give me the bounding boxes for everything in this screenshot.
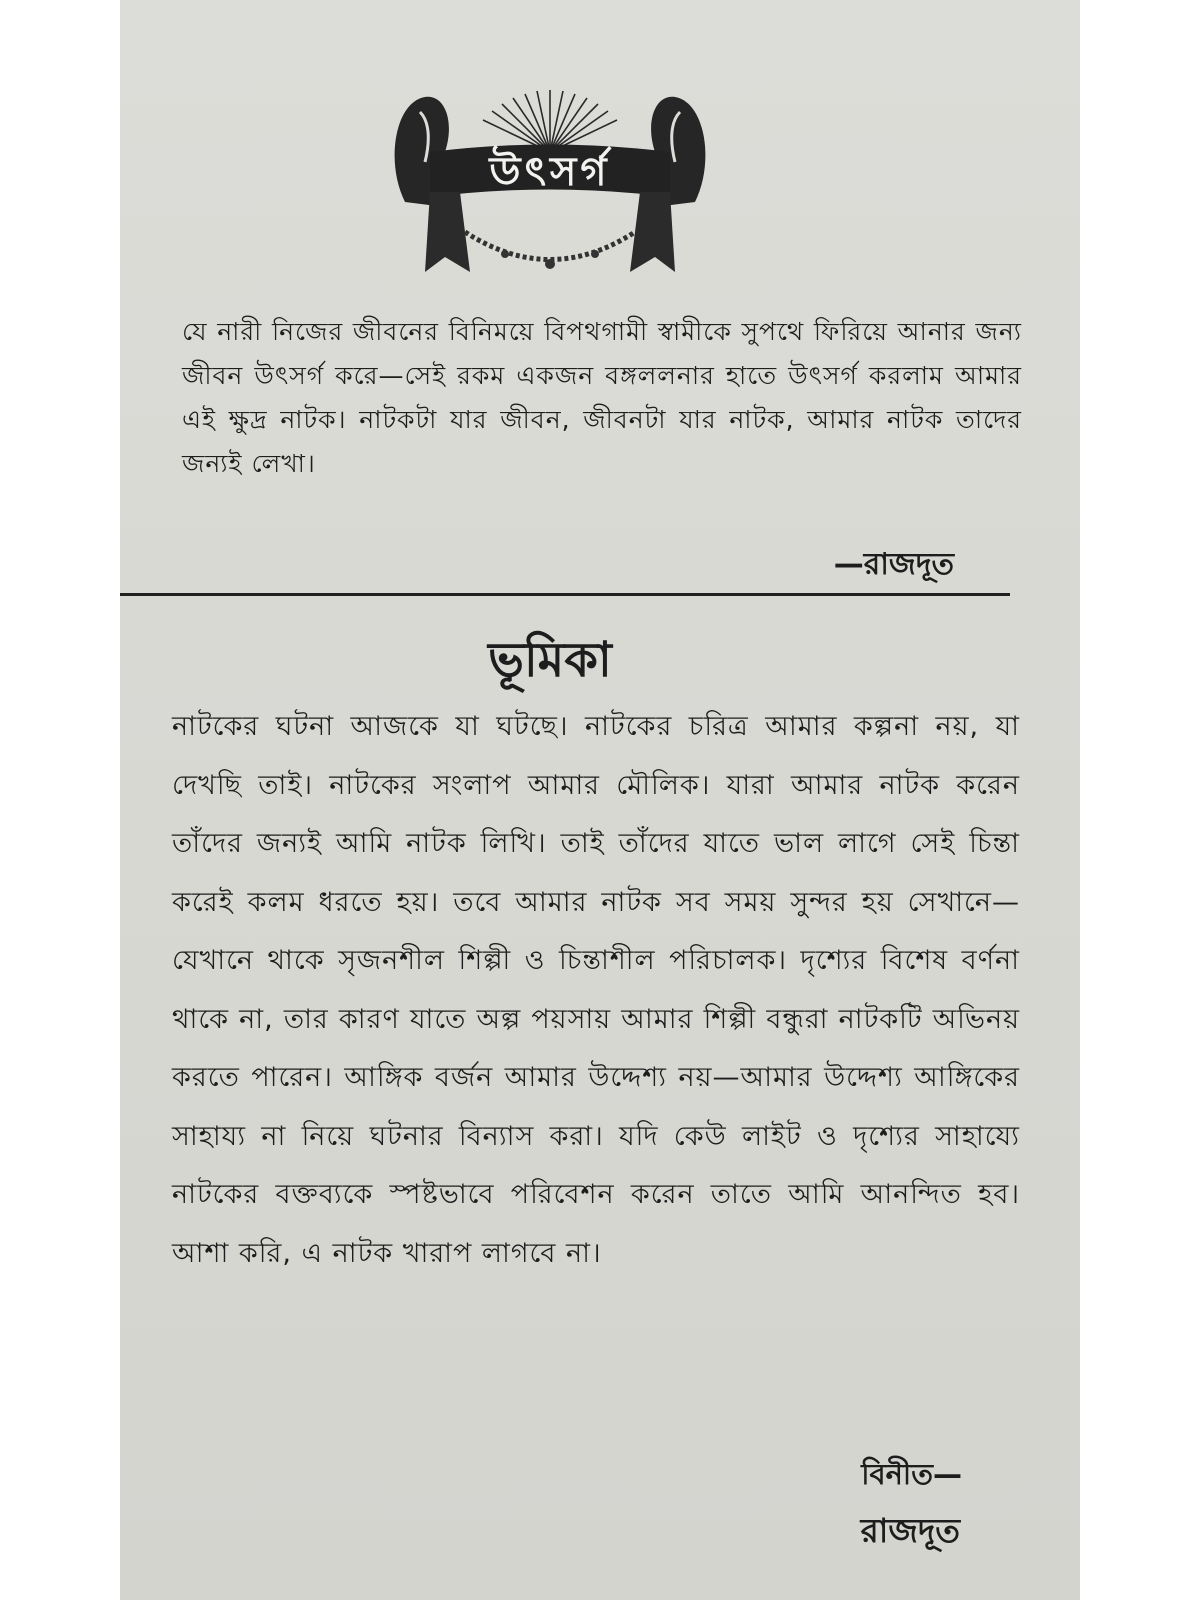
- preface-text: নাটকের ঘটনা আজকে যা ঘটছে। নাটকের চরিত্র আমার কল্পনা নয়, যা দেখছি তাই। নাটকের সংলাপ আমার মৌলিক। যারা আমার নাটক করেন তাঁদের জন্যই আমি নাটক লিখি। তাই তাঁদের যাতে ভাল লাগে সেই চিন্তা করেই কলম ধরতে হয়। তবে আমার নাটক সব সময় সুন্দর হয় সেখানে—যেখানে থাকে সৃজনশীল শিল্পী ও চিন্তাশীল পরিচালক। দৃশ্যের বিশেষ বর্ণনা থাকে না, তার কারণ যাতে অল্প পয়সায় আমার শিল্পী বন্ধুরা নাটকটি অভিনয় করতে পারেন। আঙ্গিক বর্জন আমার উদ্দেশ্য নয়—আমার উদ্দেশ্য আঙ্গিকের সাহায্য না নিয়ে ঘটনার বিন্যাস করা। যদি কেউ লাইট ও দৃশ্যের সাহায্যে নাটকের বক্তব্যকে স্পষ্টভাবে পরিবেশন করেন তাতে আমি আনন্দিত হব। আশা করি, এ নাটক খারাপ লাগবে না।: [172, 711, 1020, 1269]
- dedication-signature: —রাজদূত: [833, 547, 954, 582]
- banner-title: উৎসর্গ: [489, 149, 611, 195]
- book-page: [120, 0, 1080, 1600]
- preface-heading: ভূমিকা: [488, 632, 612, 688]
- sun-rays-icon: [483, 90, 617, 152]
- right-drape-icon: [630, 192, 675, 272]
- dedication-emblem: [385, 82, 715, 292]
- garland-icon: [465, 232, 635, 260]
- left-drape-icon: [425, 192, 470, 272]
- dedication-text: যে নারী নিজের জীবনের বিনিময়ে বিপথগামী স্বামীকে সুপথে ফিরিয়ে আনার জন্য জীবন উৎসর্গ করে—সেই রকম একজন বঙ্গললনার হাতে উৎসর্গ করলাম আমার এই ক্ষুদ্র নাটক। নাটকটা যার জীবন, জীবনটা যার নাটক, আমার নাটক তাদের জন্যই লেখা।: [182, 317, 1022, 478]
- preface-signature: রাজদূত: [860, 1511, 960, 1550]
- preface-closing: বিনীত—: [861, 1457, 962, 1491]
- section-divider: [120, 593, 1010, 596]
